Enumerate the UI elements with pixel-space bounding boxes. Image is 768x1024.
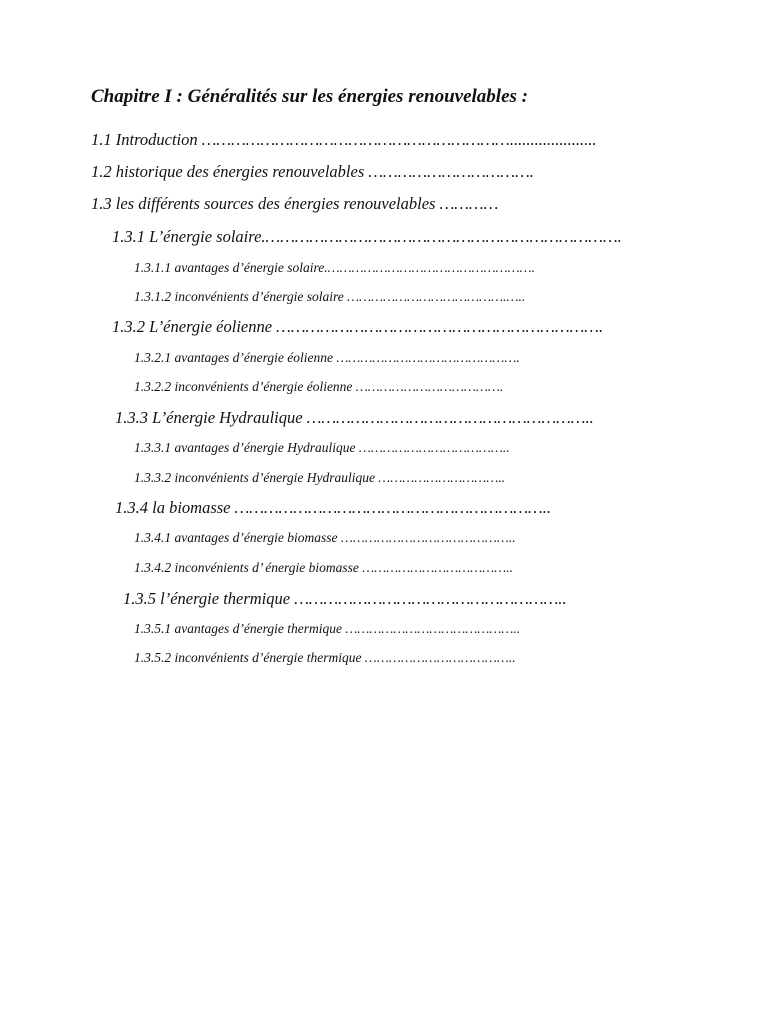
toc-entry-1-3-4: 1.3.4 la biomasse ……………………………………………………….. bbox=[115, 498, 551, 517]
toc-entry-1-3: 1.3 les différents sources des énergies renouvelables ………… bbox=[91, 194, 499, 213]
toc-entry-1-2: 1.2 historique des énergies renouvelables ……………………………. bbox=[91, 162, 534, 181]
toc-entry-1-3-4-1: 1.3.4.1 avantages d’énergie biomasse …………………………………….. bbox=[134, 530, 516, 545]
toc-entry-1-3-5-2: 1.3.5.2 inconvénients d’énergie thermique ……………………………….. bbox=[134, 650, 516, 665]
toc-entry-1-3-1: 1.3.1 L’énergie solaire.………………………………………………………………. bbox=[112, 227, 622, 246]
chapter-title: Chapitre I : Généralités sur les énergies renouvelables : bbox=[91, 86, 528, 107]
toc-entry-1-3-2: 1.3.2 L’énergie éolienne …………………………………………………………. bbox=[112, 317, 604, 336]
toc-entry-1-3-2-2: 1.3.2.2 inconvénients d’énergie éolienne ………………………………. bbox=[134, 379, 504, 394]
toc-entry-1-3-3-1: 1.3.3.1 avantages d’énergie Hydraulique ……………………………….. bbox=[134, 440, 510, 455]
toc-entry-1-3-2-1: 1.3.2.1 avantages d’énergie éolienne ………………………………………. bbox=[134, 350, 520, 365]
toc-entry-1-3-1-1: 1.3.1.1 avantages d’énergie solaire.……………………………………………. bbox=[134, 260, 536, 275]
toc-entry-1-3-1-2: 1.3.1.2 inconvénients d’énergie solaire ………………………………….….. bbox=[134, 289, 526, 304]
toc-entry-1-3-5: 1.3.5 l’énergie thermique ……………………………………………….. bbox=[123, 589, 567, 608]
toc-entry-1-3-3: 1.3.3 L’énergie Hydraulique ………………………………………………….. bbox=[115, 408, 594, 427]
toc-entry-1-3-3-2: 1.3.3.2 inconvénients d’énergie Hydraulique ………………………….. bbox=[134, 470, 506, 485]
toc-entry-1-3-4-2: 1.3.4.2 inconvénients d’ énergie biomasse ……………………………….. bbox=[134, 560, 513, 575]
toc-entry-1-1: 1.1 Introduction ………………………………………………………..................... bbox=[91, 130, 597, 149]
toc-entry-1-3-5-1: 1.3.5.1 avantages d’énergie thermique …………………………………….. bbox=[134, 621, 521, 636]
